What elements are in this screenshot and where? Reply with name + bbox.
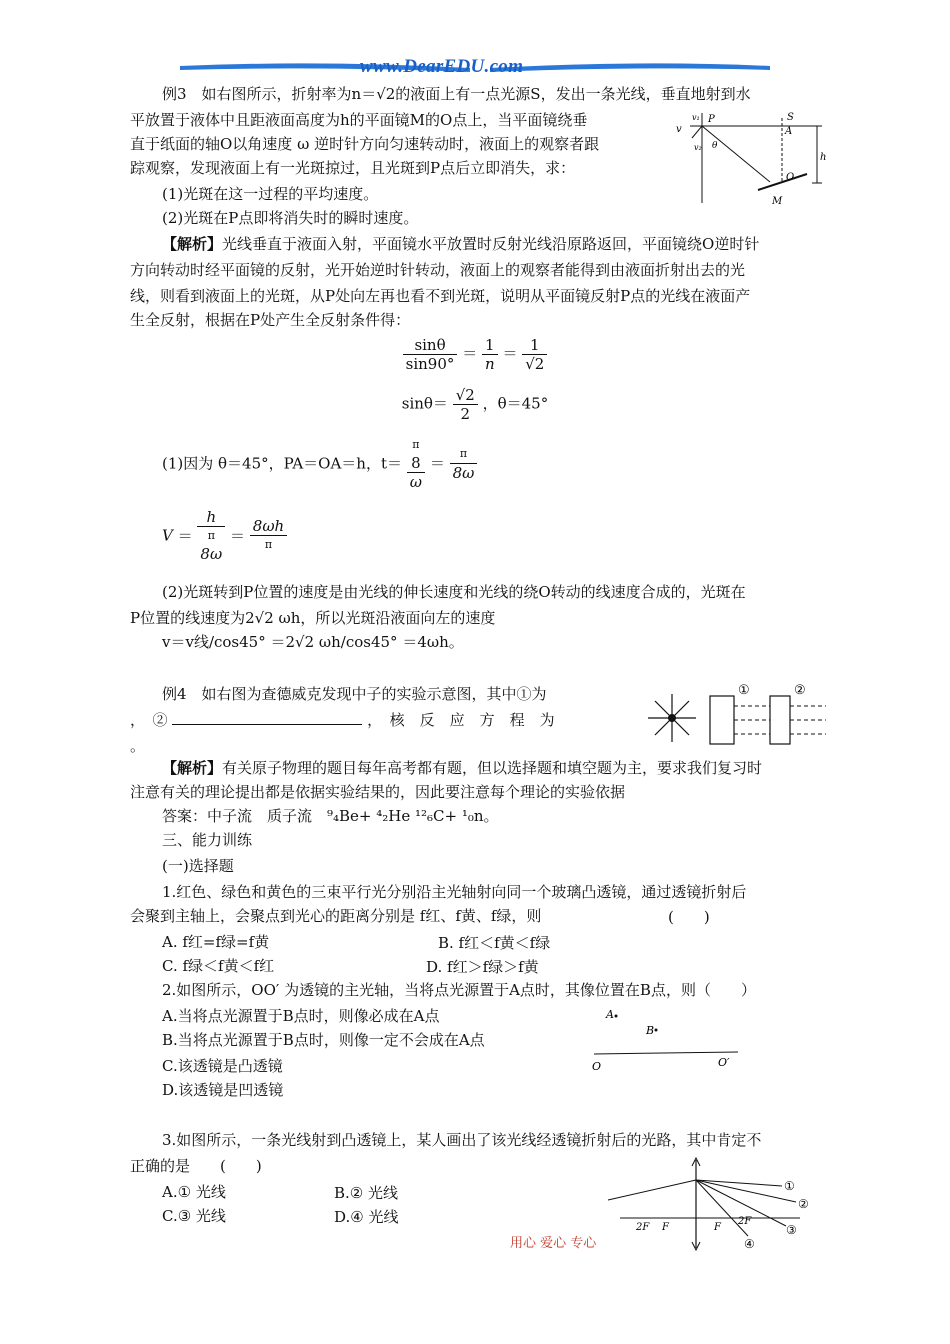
mirror-M — [758, 174, 807, 190]
q3-option-a[interactable]: A.① 光线 — [162, 1183, 226, 1201]
label-2F-right: 2F — [738, 1216, 752, 1227]
label-ray-2: ② — [798, 1197, 809, 1211]
equation-2: sinθ＝ $\frac{√2}{2}$ ，θ＝45° — [401, 386, 549, 423]
part1-time: (1)因为 θ＝45°，PA＝OA＝h，t＝ π 8 ω ＝ $\frac{\pi}{8\omega}$ — [162, 436, 477, 491]
q3-line2: 正确的是 ( ) — [130, 1157, 262, 1175]
analysis3-line4: 生全反射，根据在P处产生全反射条件得： — [130, 311, 411, 329]
q2-option-c[interactable]: C.该透镜是凸透镜 — [162, 1057, 283, 1075]
label-P: P — [708, 114, 715, 125]
example3-line4: 踪观察，发现液面上有一光斑掠过，且光斑到P点后立即消失，求： — [130, 159, 576, 177]
incident-ray — [608, 1180, 696, 1200]
principal-axis — [594, 1052, 738, 1054]
label-A: A — [606, 1008, 614, 1021]
chadwick-diagram — [642, 680, 832, 752]
label-F-right: F — [714, 1222, 721, 1233]
label-1: ① — [738, 683, 750, 698]
label-M: M — [772, 196, 783, 207]
label-S: S — [787, 112, 794, 123]
answer-blank[interactable] — [172, 710, 362, 725]
example3-line3: 直于纸面的轴O以角速度 ω 逆时针方向匀速转动时，液面上的观察者跟 — [130, 135, 600, 153]
example3-line1: 例3 如右图所示，折射率为n＝√2的液面上有一点光源S，发出一条光线，垂直地射到水 — [162, 85, 751, 103]
q1-line2: 会聚到主轴上，会聚点到光心的距离分别是 f红、f黄、f绿，则 — [130, 907, 542, 925]
part2-line2: P位置的线速度为2√2 ωh，所以光斑沿液面向左的速度 — [130, 609, 496, 627]
part2-line3: v＝v线/cos45° ＝2√2 ωh/cos45° ＝4ωh。 — [162, 633, 464, 651]
q1-answer-paren[interactable]: ( ) — [668, 908, 710, 926]
analysis3-line2: 方向转动时经平面镜的反射，光开始逆时针转动，液面上的观察者能得到由液面折射出去的光 — [130, 261, 746, 279]
label-v: v — [676, 124, 682, 135]
q2-option-b[interactable]: B.当将点光源置于B点时，则像一定不会成在A点 — [162, 1031, 485, 1049]
example3-q1: (1)光斑在这一过程的平均速度。 — [162, 185, 379, 203]
label-A: A — [785, 126, 793, 137]
q3-option-c[interactable]: C.③ 光线 — [162, 1207, 226, 1225]
point-B — [655, 1029, 658, 1032]
label-O: O — [786, 172, 795, 183]
average-velocity-eq: V ＝ h π 8ω ＝ $\frac{8\omega h}{\pi}$ — [162, 508, 287, 563]
label-O: O — [592, 1060, 602, 1073]
q1-option-d[interactable]: D. f红＞f绿＞f黄 — [426, 958, 539, 976]
analysis3-line1: 【解析】光线垂直于液面入射，平面镜水平放置时反射光线沿原路返回，平面镜绕O逆时针 — [162, 235, 760, 253]
example3-line2: 平放置于液体中且距液面高度为h的平面镜M的O点上，当平面镜绕垂 — [130, 111, 588, 129]
q1-option-c[interactable]: C. f绿＜f黄＜f红 — [162, 957, 275, 975]
label-F-left: F — [662, 1222, 669, 1233]
beryllium-target — [710, 696, 734, 744]
label-O-prime: O′ — [718, 1056, 730, 1069]
section-subtitle: (一)选择题 — [162, 857, 234, 875]
convex-lens-diagram — [600, 1156, 820, 1252]
q2-line1: 2.如图所示，OO′ 为透镜的主光轴，当将点光源置于A点时，其像位置在B点，则（ ） — [162, 981, 756, 999]
equation-1: $\frac{\sin\theta}{\sin 90^\circ}$ ＝ $\frac{1}{n}$ ＝ $\frac{1}{√2}$ — [0, 336, 950, 373]
q3-line1: 3.如图所示，一条光线射到凸透镜上，某人画出了该光线经透镜折射后的光路，其中肯定不 — [162, 1131, 762, 1149]
q1-option-b[interactable]: B. f红＜f黄＜f绿 — [438, 934, 551, 952]
label-v1: v₁ — [692, 113, 700, 122]
point-A — [615, 1015, 618, 1018]
site-logo[interactable]: www.DearEDU.com — [360, 56, 524, 77]
analysis4-line1: 【解析】有关原子物理的题目每年高考都有题，但以选择题和填空题为主，要求我们复习时 — [162, 759, 763, 777]
reflected-ray — [702, 126, 770, 182]
q2-option-a[interactable]: A.当将点光源置于B点时，则像必成在A点 — [162, 1007, 440, 1025]
example3-q2: (2)光斑在P点即将消失时的瞬时速度。 — [162, 209, 419, 227]
answer-line: 答案：中子流 质子流 ⁹₄Be+ ⁴₂He ¹²₆C+ ¹₀n。 — [162, 807, 499, 825]
analysis4-line2: 注意有关的理论提出都是依据实验结果的，因此要注意每个理论的实验依据 — [130, 783, 626, 801]
q2-option-d[interactable]: D.该透镜是凹透镜 — [162, 1081, 284, 1099]
label-2F-left: 2F — [636, 1222, 650, 1233]
label-h: h — [820, 152, 827, 163]
q1-line1: 1.红色、绿色和黄色的三束平行光分别沿主光轴射向同一个玻璃凸透镜，通过透镜折射后 — [162, 883, 747, 901]
example4-line3: 。 — [130, 737, 146, 755]
example4-line1: 例4 如右图为查德威克发现中子的实验示意图，其中①为 — [162, 685, 547, 703]
analysis-tag: 【解析】 — [162, 235, 223, 253]
section-title: 三、能力训练 — [162, 831, 253, 849]
lens-axis-diagram — [586, 1002, 746, 1078]
label-2: ② — [794, 683, 806, 698]
example4-line2: ， ② ， 核 反 应 方 程 为 — [130, 711, 555, 729]
q1-option-a[interactable]: A. f红=f绿=f黄 — [162, 933, 270, 951]
label-ray-1: ① — [784, 1179, 795, 1193]
paraffin-block — [770, 696, 790, 744]
label-v2: v₂ — [694, 143, 702, 152]
analysis3-line3: 线，则看到液面上的光斑，从P处向左再也看不到光斑，说明从平面镜反射P点的光线在液面产 — [130, 287, 751, 305]
footer-slogan: 用心 爱心 专心 — [510, 1236, 597, 1251]
label-B: B — [646, 1024, 655, 1037]
part2-line1: (2)光斑转到P位置的速度是由光线的伸长速度和光线的绕O转动的线速度合成的，光斑在 — [162, 583, 746, 601]
label-ray-3: ③ — [786, 1223, 797, 1237]
label-ray-4: ④ — [744, 1237, 755, 1251]
mirror-diagram — [672, 108, 832, 214]
q3-option-b[interactable]: B.② 光线 — [334, 1184, 399, 1202]
ray-4 — [696, 1180, 748, 1236]
q3-option-d[interactable]: D.④ 光线 — [334, 1208, 399, 1226]
label-theta: θ — [712, 141, 718, 151]
